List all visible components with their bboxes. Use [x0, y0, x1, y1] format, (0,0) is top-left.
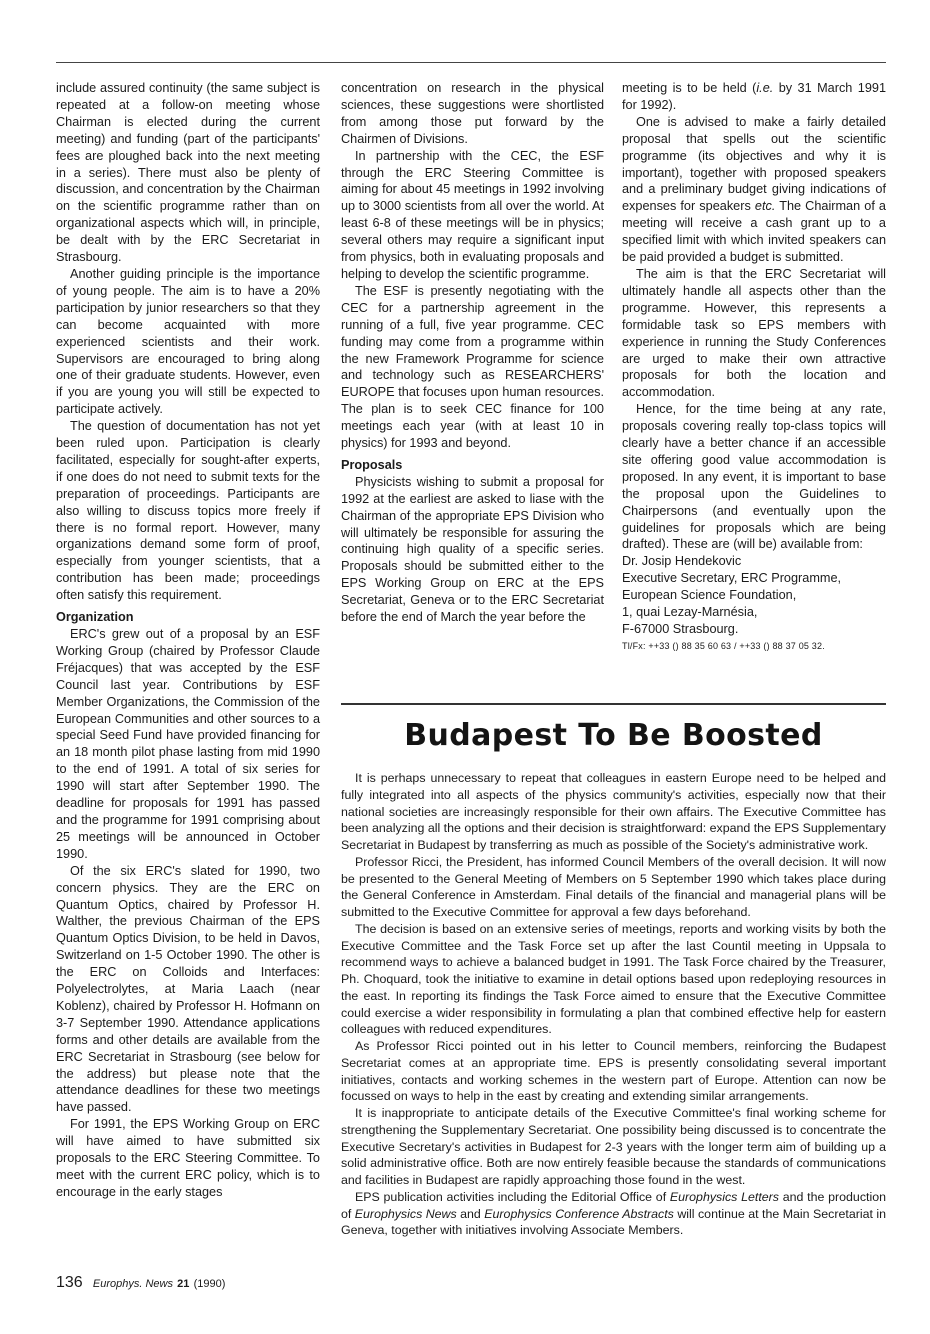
journal-volume: 21 [177, 1278, 190, 1290]
page-number: 136 [56, 1274, 83, 1291]
paragraph: It is perhaps unnecessary to repeat that colleagues in eastern Europe need to be helped and fully integrated into all aspects of the physics community's activities, especially now that their national societies are increasingly responsible for their own affairs. The Executive Committee has been analyzing all the options and their decision is straightforward: expand the EPS Supplementary Secretariat in Budapest by transferring as much as possible of the Society's administrative work. [341, 771, 886, 852]
paragraph: For 1991, the EPS Working Group on ERC will have aimed to have submitted six proposals to the ERC Steering Committee. To meet with the current ERC policy, which is to encourage in the early stages [56, 1117, 320, 1199]
section-heading-proposals: Proposals [341, 457, 403, 472]
journal-year: (1990) [193, 1278, 226, 1290]
paragraph: Of the six ERC's slated for 1990, two concern physics. They are the ERC on Quantum Optics, chaired by Professor H. Walther, the previous Chairman of the EPS Quantum Optics Division, to be held in Davos, Switzerland on 1-5 October 1990. The other is the ERC on Colloids and Interfaces: Polyelectrolytes, at Maria Laach (near Koblenz), chaired by Professor H. Hofmann on 3-7 September 1990. Attendance applications forms and other details are available from the ERC Secretariat in Strasbourg (see below for the address) but please note that the attendance deadlines for these two meetings have passed. [56, 863, 320, 1115]
paragraph: Another guiding principle is the importance of young people. The aim is to have a 20% participation by junior researchers so that they can become acquainted with more experienced scientists and their work. Supervisors are encouraged to bring along one of their graduate students. However, even if you are young you will still be expected to participate actively. [56, 266, 320, 417]
top-rule [56, 62, 886, 63]
address-line: F-67000 Strasbourg. [622, 622, 739, 636]
column-3 [622, 80, 886, 655]
paragraph: The decision is based on an extensive series of meetings, reports and working visits by both the Executive Committee and the Task Force set up after the last Countil meeting in Uppsala to recommend ways to achieve a balanced budget in 1991. The Task Force chaired by the Treasurer, Ph. Choquard, took the initiative to examine in detail options based upon redeploying resources in the east. In reporting its findings the Task Force aimed to ensure that the Executive Committee could exercise a wider responsibility in formulating a plan that combined effective help for eastern colleagues with reduced expenditures. [341, 921, 886, 1037]
paragraph: As Professor Ricci pointed out in his letter to Council members, reinforcing the Budapest Secretariat comes at an appropriate time. EPS is presently consolidating several important initiatives, contacts and working schemes in the western part of Europe. Attention can now be focussed on ways to help in the east by creating and extending similar arrangements. [341, 1039, 886, 1104]
paragraph: The question of documentation has not yet been ruled upon. Participation is clearly facilitated, especially for sought-after experts, if one does do not need to submit texts for the preparation of proceedings. Participants are also willing to discuss topics more freely if there is no formal report. However, many organizations demand some form of proof, especially from younger scientists, that a contribution has been made; proceedings often satisfy this requirement. [56, 419, 320, 603]
paragraph: One is advised to make a fairly detailed proposal that spells out the scientific programme (its objectives and why it is important), together with proposed speakers and a preliminary budget giving indications of expenses for speakers etc. The Chairman of a meeting will receive a cash grant up to a specified limit with which invited speakers can be paid provided a budget is submitted. [622, 114, 886, 265]
paragraph: EPS publication activities including the Editorial Office of Europhysics Letters and the production of Europhysics News and Europhysics Conference Abstracts will continue at the Main Secretariat in Geneva, together with initiatives involving Associate Members. [341, 1189, 887, 1238]
article-body [341, 770, 886, 1239]
paragraph: It is inappropriate to anticipate details of the Executive Committee's final working scheme for strengthening the Supplementary Secretariat. One possibility being discussed is to concentrate the Executive Secretary's activities in Budapest for 2-3 years with the longer term aim of building up a solid administrative office. Both are now entirely feasible because the standards of communications and facilities in Budapest are rapidly approaching those found in the west. [341, 1106, 886, 1187]
article-rule [341, 703, 886, 705]
paragraph: The ESF is presently negotiating with the CEC for a partnership agreement in the running of a full, five year programme. CEC funding may come from a programme within the new Framework Programme for science and technology such as RESEARCHERS' EUROPE that focuses upon human resources. The plan is to seek CEC finance for 100 meetings each year (with at least 10 in physics) for 1993 and beyond. [341, 283, 604, 451]
paragraph: concentration on research in the physical sciences, these suggestions were shortlisted from among those put forward by the Chairmen of Divisions. [341, 81, 604, 146]
paragraph: Hence, for the time being at any rate, proposals covering really top-class topics will clearly have a better chance if an accessible site offering good value accommodation is proposed. In any event, it is important to base the proposal upon the Guidelines to Chairpersons (and eventually upon the guidelines for proposals which are being drafted). These are (will be) available from: [622, 402, 886, 552]
paragraph: Professor Ricci, the President, has informed Council Members of the overall decision. It will now be presented to the General Meeting of Members on 5 September 1990 which takes place during the General Conference in Amsterdam. Final details of the financial and managerial plans will be submitted to the Executive Committee for approval a few days beforehand. [341, 854, 886, 919]
column-1 [56, 80, 320, 1201]
page-footer [56, 1274, 225, 1292]
address-line: 1, quai Lezay-Marnésia, [622, 605, 758, 620]
column-2 [341, 80, 604, 626]
paragraph: The aim is that the ERC Secretariat will ultimately handle all aspects other than the programme. However, this represents a formidable task so EPS members with experience in running the Study Conferences are urged to make their own attractive proposals for both the location and accommodation. [622, 266, 886, 400]
paragraph: include assured continuity (the same subject is repeated at a follow-on meeting whose Chairman is elected during the current meeting) and funding (part of the participants' fees are ploughed back into the next meeting in a series). There must also be plenty of discussion, and concentration by the Chairman on the scientific programme rather than on organizational aspects which will, in principle, be dealt with by the ERC Secretariat in Strasbourg. [56, 81, 320, 265]
paragraph: ERC's grew out of a proposal by an ESF Working Group (chaired by Professor Claude Fréjacques) that was accepted by the ESF Council last year. Contributions by ESF Member Organizations, the Commission of the European Communities and other sources to a special Seed Fund have provided financing for an 18 month pilot phase lasting from mid 1990 to the end of 1991. A total of six series for 1990 will start after September 1990. The deadline for proposals for 1991 has passed and the programme for 1991 comprising about 25 meetings will be announced in October 1990. [56, 627, 320, 861]
section-heading-organization: Organization [56, 610, 134, 625]
paragraph: In partnership with the CEC, the ESF through the ERC Steering Committee is aiming for about 45 meetings in 1992 involving up to 3000 scientists from all over the world. At least 6-8 of these meetings will be in physics; several others may require a significant input from physics, both in evaluating proposals and helping to develop the scientific programme. [341, 148, 604, 281]
paragraph: Physicists wishing to submit a proposal for 1992 at the earliest are asked to liase with the Chairman of the appropriate EPS Division who will ultimately be responsible for assuring the continuing high quality of a specific series. Proposals should be submitted either to the EPS Working Group on ERC at the EPS Secretariat, Geneva or to the ERC Secretariat before the end of March the year before the [341, 474, 604, 625]
address-line: Dr. Josip Hendekovic [622, 554, 742, 569]
article-title: Budapest To Be Boosted [404, 718, 823, 753]
address-line: Executive Secretary, ERC Programme, [622, 571, 842, 586]
paragraph: meeting is to be held (i.e. by 31 March 1991 for 1992). [622, 81, 886, 112]
article-budapest [341, 716, 886, 1239]
journal-name: Europhys. News [92, 1278, 173, 1290]
address-line: European Science Foundation, [622, 588, 797, 603]
telephone-fax: Tl/Fx: ++33 () 88 35 60 63 / ++33 () 88 37 05 32. [622, 640, 825, 651]
